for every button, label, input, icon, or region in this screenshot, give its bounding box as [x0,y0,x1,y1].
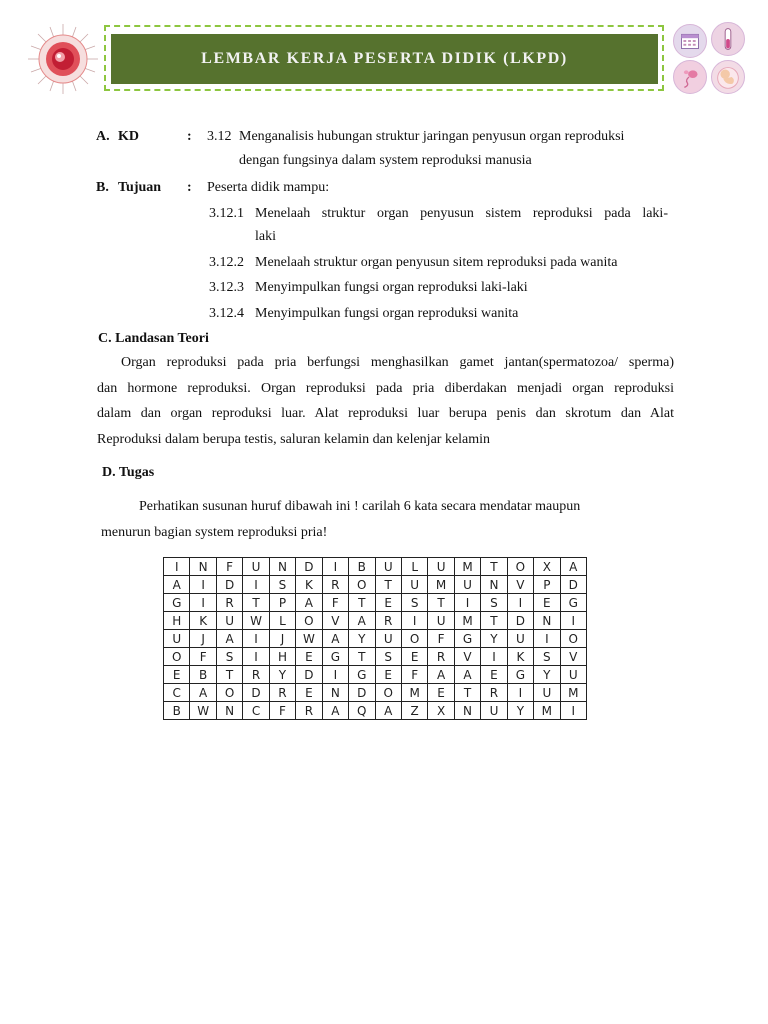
grid-cell: Z [401,702,427,720]
tugas-instruction-line2: menurun bagian system reproduksi pria! [101,525,328,540]
grid-cell: O [401,630,427,648]
grid-cell: A [164,576,190,594]
grid-cell: R [428,648,454,666]
page-title: LEMBAR KERJA PESERTA DIDIK (LKPD) [111,34,658,84]
grid-cell: M [428,576,454,594]
grid-cell: D [216,576,242,594]
grid-cell: K [296,576,322,594]
grid-cell: S [534,648,560,666]
grid-row [164,630,587,648]
grid-cell: G [322,648,348,666]
grid-cell: I [507,684,533,702]
grid-cell: R [481,684,507,702]
grid-cell: E [375,666,401,684]
grid-cell: R [322,576,348,594]
grid-cell: X [534,558,560,576]
grid-cell: A [296,594,322,612]
grid-cell: E [428,684,454,702]
grid-row [164,702,587,720]
grid-cell: P [534,576,560,594]
grid-cell: M [454,558,480,576]
grid-cell: R [269,684,295,702]
grid-row [164,666,587,684]
grid-cell: N [269,558,295,576]
grid-cell: F [401,666,427,684]
tujuan-item-text: Menyimpulkan fungsi organ reproduksi laki-laki [255,280,528,295]
grid-cell: J [269,630,295,648]
grid-cell: S [375,648,401,666]
grid-cell: U [164,630,190,648]
grid-cell: I [322,666,348,684]
grid-cell: B [349,558,375,576]
grid-cell: R [375,612,401,630]
kd-number: 3.12 [207,129,232,144]
grid-cell: U [216,612,242,630]
grid-cell: M [560,684,586,702]
grid-cell: A [322,630,348,648]
grid-cell: E [401,648,427,666]
kd-label: KD [118,129,139,144]
grid-cell: R [216,594,242,612]
teori-line: Organ reproduksi pada pria berfungsi menghasilkan gamet jantan(spermatozoa/ sperma) [121,355,674,370]
grid-cell: A [349,612,375,630]
grid-cell: E [375,594,401,612]
grid-cell: U [401,576,427,594]
grid-cell: U [560,666,586,684]
tujuan-marker: B. [96,180,109,195]
tugas-instruction-line1: Perhatikan susunan huruf dibawah ini ! carilah 6 kata secara mendatar maupun [139,499,581,514]
grid-cell: H [269,648,295,666]
grid-cell: Y [269,666,295,684]
tujuan-item-text: Menelaah struktur organ penyusun sitem reproduksi pada wanita [255,255,618,270]
grid-cell: I [243,648,269,666]
tujuan-item-number: 3.12.1 [209,206,244,221]
tujuan-item-number: 3.12.3 [209,280,244,295]
grid-cell: I [560,612,586,630]
grid-cell: T [428,594,454,612]
grid-cell: T [349,648,375,666]
grid-cell: A [322,702,348,720]
grid-cell: T [454,684,480,702]
grid-cell: Y [481,630,507,648]
grid-cell: D [243,684,269,702]
grid-cell: U [507,630,533,648]
grid-cell: S [401,594,427,612]
grid-cell: T [349,594,375,612]
grid-cell: A [216,630,242,648]
grid-cell: K [190,612,216,630]
grid-cell: G [454,630,480,648]
grid-cell: E [296,648,322,666]
egg-cell-icon [26,22,100,96]
tujuan-label: Tujuan [118,180,162,195]
grid-cell: C [164,684,190,702]
grid-cell: U [428,558,454,576]
grid-cell: F [322,594,348,612]
kd-text-line2: dengan fungsinya dalam system reproduksi manusia [239,153,532,168]
grid-cell: O [507,558,533,576]
grid-cell: I [164,558,190,576]
tujuan-intro: Peserta didik mampu: [207,180,330,195]
tujuan-item-text-cont: laki [255,229,276,244]
grid-cell: L [269,612,295,630]
teori-line: dan hormone reproduksi. Organ reproduksi pada pria diberdakan menjadi organ reproduksi [97,381,674,396]
grid-cell: I [190,576,216,594]
grid-cell: O [296,612,322,630]
grid-cell: O [375,684,401,702]
kd-colon: : [187,129,192,144]
grid-cell: G [507,666,533,684]
tujuan-item-text: Menelaah struktur organ penyusun sistem reproduksi pada laki- [255,206,668,221]
grid-cell: Y [349,630,375,648]
grid-cell: I [534,630,560,648]
grid-cell: V [507,576,533,594]
sperm-icon [673,60,707,94]
kd-text-line1: Menganalisis hubungan struktur jaringan penyusun organ reproduksi [239,129,625,144]
grid-cell: U [428,612,454,630]
grid-cell: K [507,648,533,666]
grid-cell: T [481,558,507,576]
grid-cell: E [534,594,560,612]
grid-cell: I [322,558,348,576]
grid-cell: O [164,648,190,666]
grid-cell: N [190,558,216,576]
grid-cell: Q [349,702,375,720]
grid-cell: R [296,702,322,720]
grid-cell: S [216,648,242,666]
grid-cell: W [243,612,269,630]
grid-cell: D [507,612,533,630]
grid-cell: I [190,594,216,612]
grid-row [164,558,587,576]
grid-cell: B [190,666,216,684]
grid-cell: M [454,612,480,630]
grid-cell: X [428,702,454,720]
grid-cell: E [164,666,190,684]
grid-cell: Y [507,702,533,720]
grid-row [164,648,587,666]
grid-cell: R [243,666,269,684]
grid-cell: A [190,684,216,702]
grid-cell: S [269,576,295,594]
grid-row [164,612,587,630]
grid-cell: P [269,594,295,612]
grid-cell: U [243,558,269,576]
grid-cell: O [560,630,586,648]
grid-cell: N [216,702,242,720]
grid-cell: I [243,576,269,594]
teori-line: Reproduksi dalam berupa testis, saluran kelamin dan kelenjar kelamin [97,432,491,447]
tujuan-item-text: Menyimpulkan fungsi organ reproduksi wanita [255,306,519,321]
grid-cell: U [481,702,507,720]
grid-cell: I [454,594,480,612]
grid-cell: C [243,702,269,720]
grid-cell: F [269,702,295,720]
grid-cell: G [560,594,586,612]
grid-cell: S [481,594,507,612]
grid-cell: J [190,630,216,648]
test-tube-icon [711,22,745,56]
grid-cell: N [454,702,480,720]
grid-cell: I [507,594,533,612]
grid-cell: Y [534,666,560,684]
grid-cell: H [164,612,190,630]
grid-cell: A [428,666,454,684]
grid-cell: I [243,630,269,648]
grid-row [164,576,587,594]
tugas-heading: D. Tugas [102,465,155,480]
grid-cell: A [454,666,480,684]
grid-cell: B [164,702,190,720]
grid-cell: I [481,648,507,666]
grid-cell: G [164,594,190,612]
grid-cell: U [454,576,480,594]
grid-cell: W [190,702,216,720]
grid-cell: U [375,558,401,576]
tujuan-colon: : [187,180,192,195]
grid-cell: T [375,576,401,594]
grid-cell: I [401,612,427,630]
tujuan-item-number: 3.12.2 [209,255,244,270]
grid-cell: E [481,666,507,684]
grid-cell: D [296,558,322,576]
grid-cell: T [216,666,242,684]
grid-cell: N [322,684,348,702]
teori-line: dalam dan organ reproduksi luar. Alat reproduksi luar berupa penis dan skrotum dan Alat [97,406,674,421]
grid-cell: I [560,702,586,720]
grid-cell: G [349,666,375,684]
grid-cell: O [216,684,242,702]
grid-cell: N [534,612,560,630]
fetus-icon [711,60,745,94]
kd-marker: A. [96,129,110,144]
grid-cell: U [534,684,560,702]
grid-cell: E [296,684,322,702]
grid-cell: A [560,558,586,576]
grid-cell: V [454,648,480,666]
grid-cell: F [428,630,454,648]
calendar-icon [673,24,707,58]
grid-cell: W [296,630,322,648]
grid-cell: D [560,576,586,594]
teori-heading: C. Landasan Teori [98,331,209,346]
tujuan-item-number: 3.12.4 [209,306,244,321]
grid-cell: D [296,666,322,684]
grid-cell: V [322,612,348,630]
grid-cell: F [216,558,242,576]
grid-cell: A [375,702,401,720]
grid-cell: V [560,648,586,666]
grid-cell: F [190,648,216,666]
grid-cell: T [243,594,269,612]
word-search-grid [163,557,587,720]
grid-cell: O [349,576,375,594]
grid-cell: U [375,630,401,648]
grid-row [164,684,587,702]
grid-cell: D [349,684,375,702]
grid-cell: T [481,612,507,630]
grid-cell: M [534,702,560,720]
grid-row [164,594,587,612]
grid-cell: L [401,558,427,576]
grid-cell: N [481,576,507,594]
grid-cell: M [401,684,427,702]
